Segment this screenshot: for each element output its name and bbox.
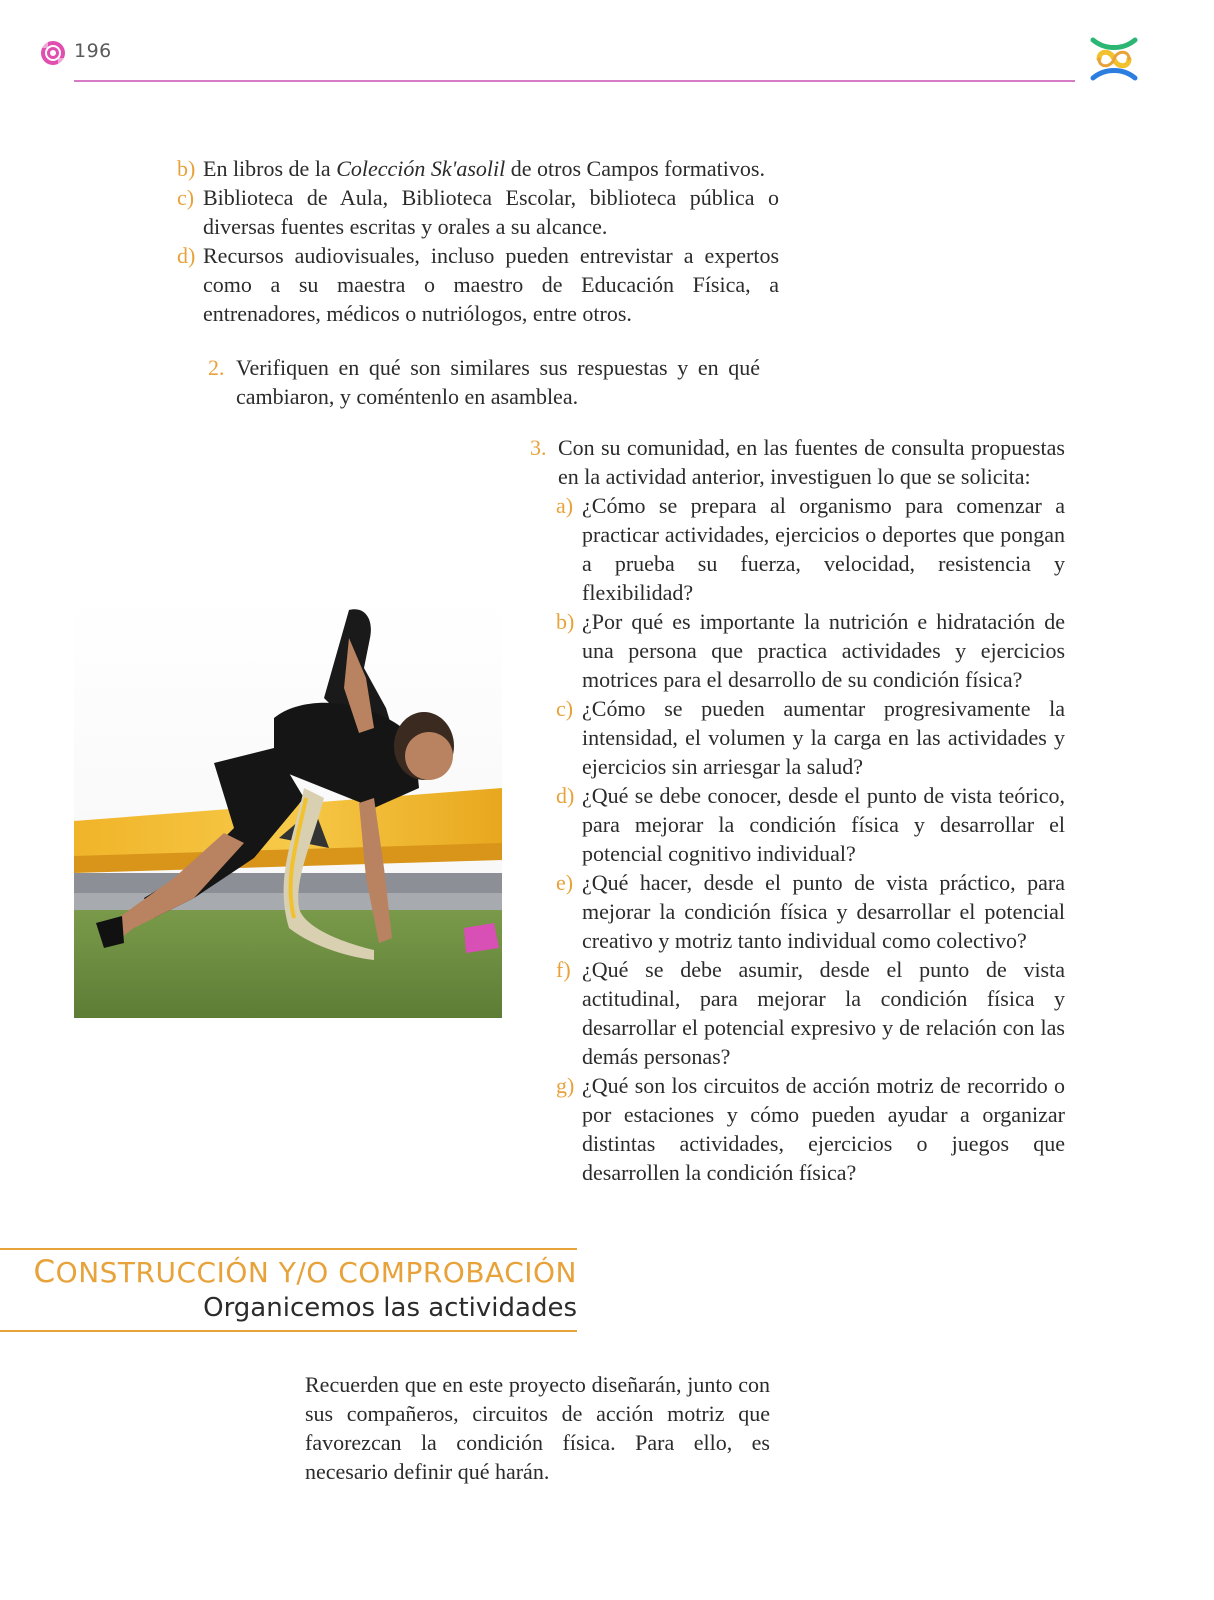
- section-title: CONSTRUCCIÓN Y/O COMPROBACIÓN: [33, 1254, 577, 1290]
- list-item: d) Recursos audiovisuales, incluso pueden entrevistar a expertos como a su maestra o maestro de Educación Física, a entrenadores, médicos o nutriólogos, entre otros.: [177, 243, 779, 326]
- list-item: c) ¿Cómo se pueden aumentar progresivamente la intensidad, el volumen y la carga en las actividades y ejercicios sin arriesgar la salud?: [556, 696, 1065, 779]
- page-number: 196: [74, 40, 112, 62]
- section-rule-top: [0, 1248, 577, 1250]
- athlete-photo: [74, 598, 502, 1018]
- list-item: b) ¿Por qué es importante la nutrición e hidratación de una persona que practica actividades y ejercicios motrices para el desarrollo de su condición física?: [556, 609, 1065, 692]
- list-item: g) ¿Qué son los circuitos de acción motriz de recorrido o por estaciones y cómo pueden ayudar a organizar distintas actividades, ejercicios o juegos que desarrollen la condición física?: [556, 1073, 1065, 1185]
- sources-list: [177, 154, 779, 328]
- decorative-glyph-icon: [40, 40, 66, 66]
- step-2: 2. Verifiquen en qué son similares sus respuestas y en qué cambiaron, y coméntenlo en asamblea.: [208, 355, 760, 409]
- project-logo-icon: [1085, 30, 1143, 88]
- step-3: 3. Con su comunidad, en las fuentes de consulta propuestas en la actividad anterior, investiguen lo que se solicita: a) ¿Cómo se prepara al organismo para comenzar a practicar actividades, ejercicios o deportes que pongan a prueba su fuerza, velocidad, resistencia y flexibilidad? b) ¿Por qué es importante la nutrición e hidratación de una persona que practica actividades y ejercicios motrices para el desarrollo de su condición física? c) ¿Cómo se pueden aumentar progresivamente la intensidad, el volumen y la carga en las actividades y ejercicios sin arriesgar la salud? d) ¿Qué se debe conocer, desde el punto de vista teórico, para mejorar la condición física y desarrollar el potencial cognitivo individual? e) ¿Qué hacer, desde el punto de vista práctico, para mejorar la condición física y desarrollar el potencial creativo y motriz tanto individual como colectivo? f) ¿Qué se debe asumir, desde el punto de vista actitudinal, para mejorar la condición física y desarrollar el potencial expresivo y de relación con las demás personas? g) ¿Qué son los circuitos de acción motriz de recorrido o por estaciones y cómo pueden ayudar a organizar distintas actividades, ejercicios o juegos que desarrollen la condición física?: [530, 435, 1065, 1185]
- section-subtitle: Organicemos las actividades: [203, 1293, 577, 1323]
- list-item: e) ¿Qué hacer, desde el punto de vista práctico, para mejorar la condición física y desarrollar el potencial creativo y motriz tanto individual como colectivo?: [556, 870, 1065, 953]
- list-item: c) Biblioteca de Aula, Biblioteca Escolar, biblioteca pública o diversas fuentes escritas y orales a su alcance.: [177, 185, 779, 239]
- step-3-questions: [530, 491, 1065, 1187]
- header-divider: [74, 80, 1075, 82]
- list-item: f) ¿Qué se debe asumir, desde el punto de vista actitudinal, para mejorar la condición física y desarrollar el potencial expresivo y de relación con las demás personas?: [556, 957, 1065, 1069]
- list-item: b) En libros de la Colección Sk'asolil de otros Campos formativos.: [177, 156, 765, 181]
- section-rule-bottom: [0, 1330, 577, 1332]
- list-item: a) ¿Cómo se prepara al organismo para comenzar a practicar actividades, ejercicios o deportes que pongan a prueba su fuerza, velocidad, resistencia y flexibilidad?: [556, 493, 1065, 605]
- closing-paragraph: Recuerden que en este proyecto diseñarán, junto con sus compañeros, circuitos de acción motriz que favorezcan la condición física. Para ello, es necesario definir qué harán.: [305, 1372, 770, 1484]
- list-item: d) ¿Qué se debe conocer, desde el punto de vista teórico, para mejorar la condición física y desarrollar el potencial cognitivo individual?: [556, 783, 1065, 866]
